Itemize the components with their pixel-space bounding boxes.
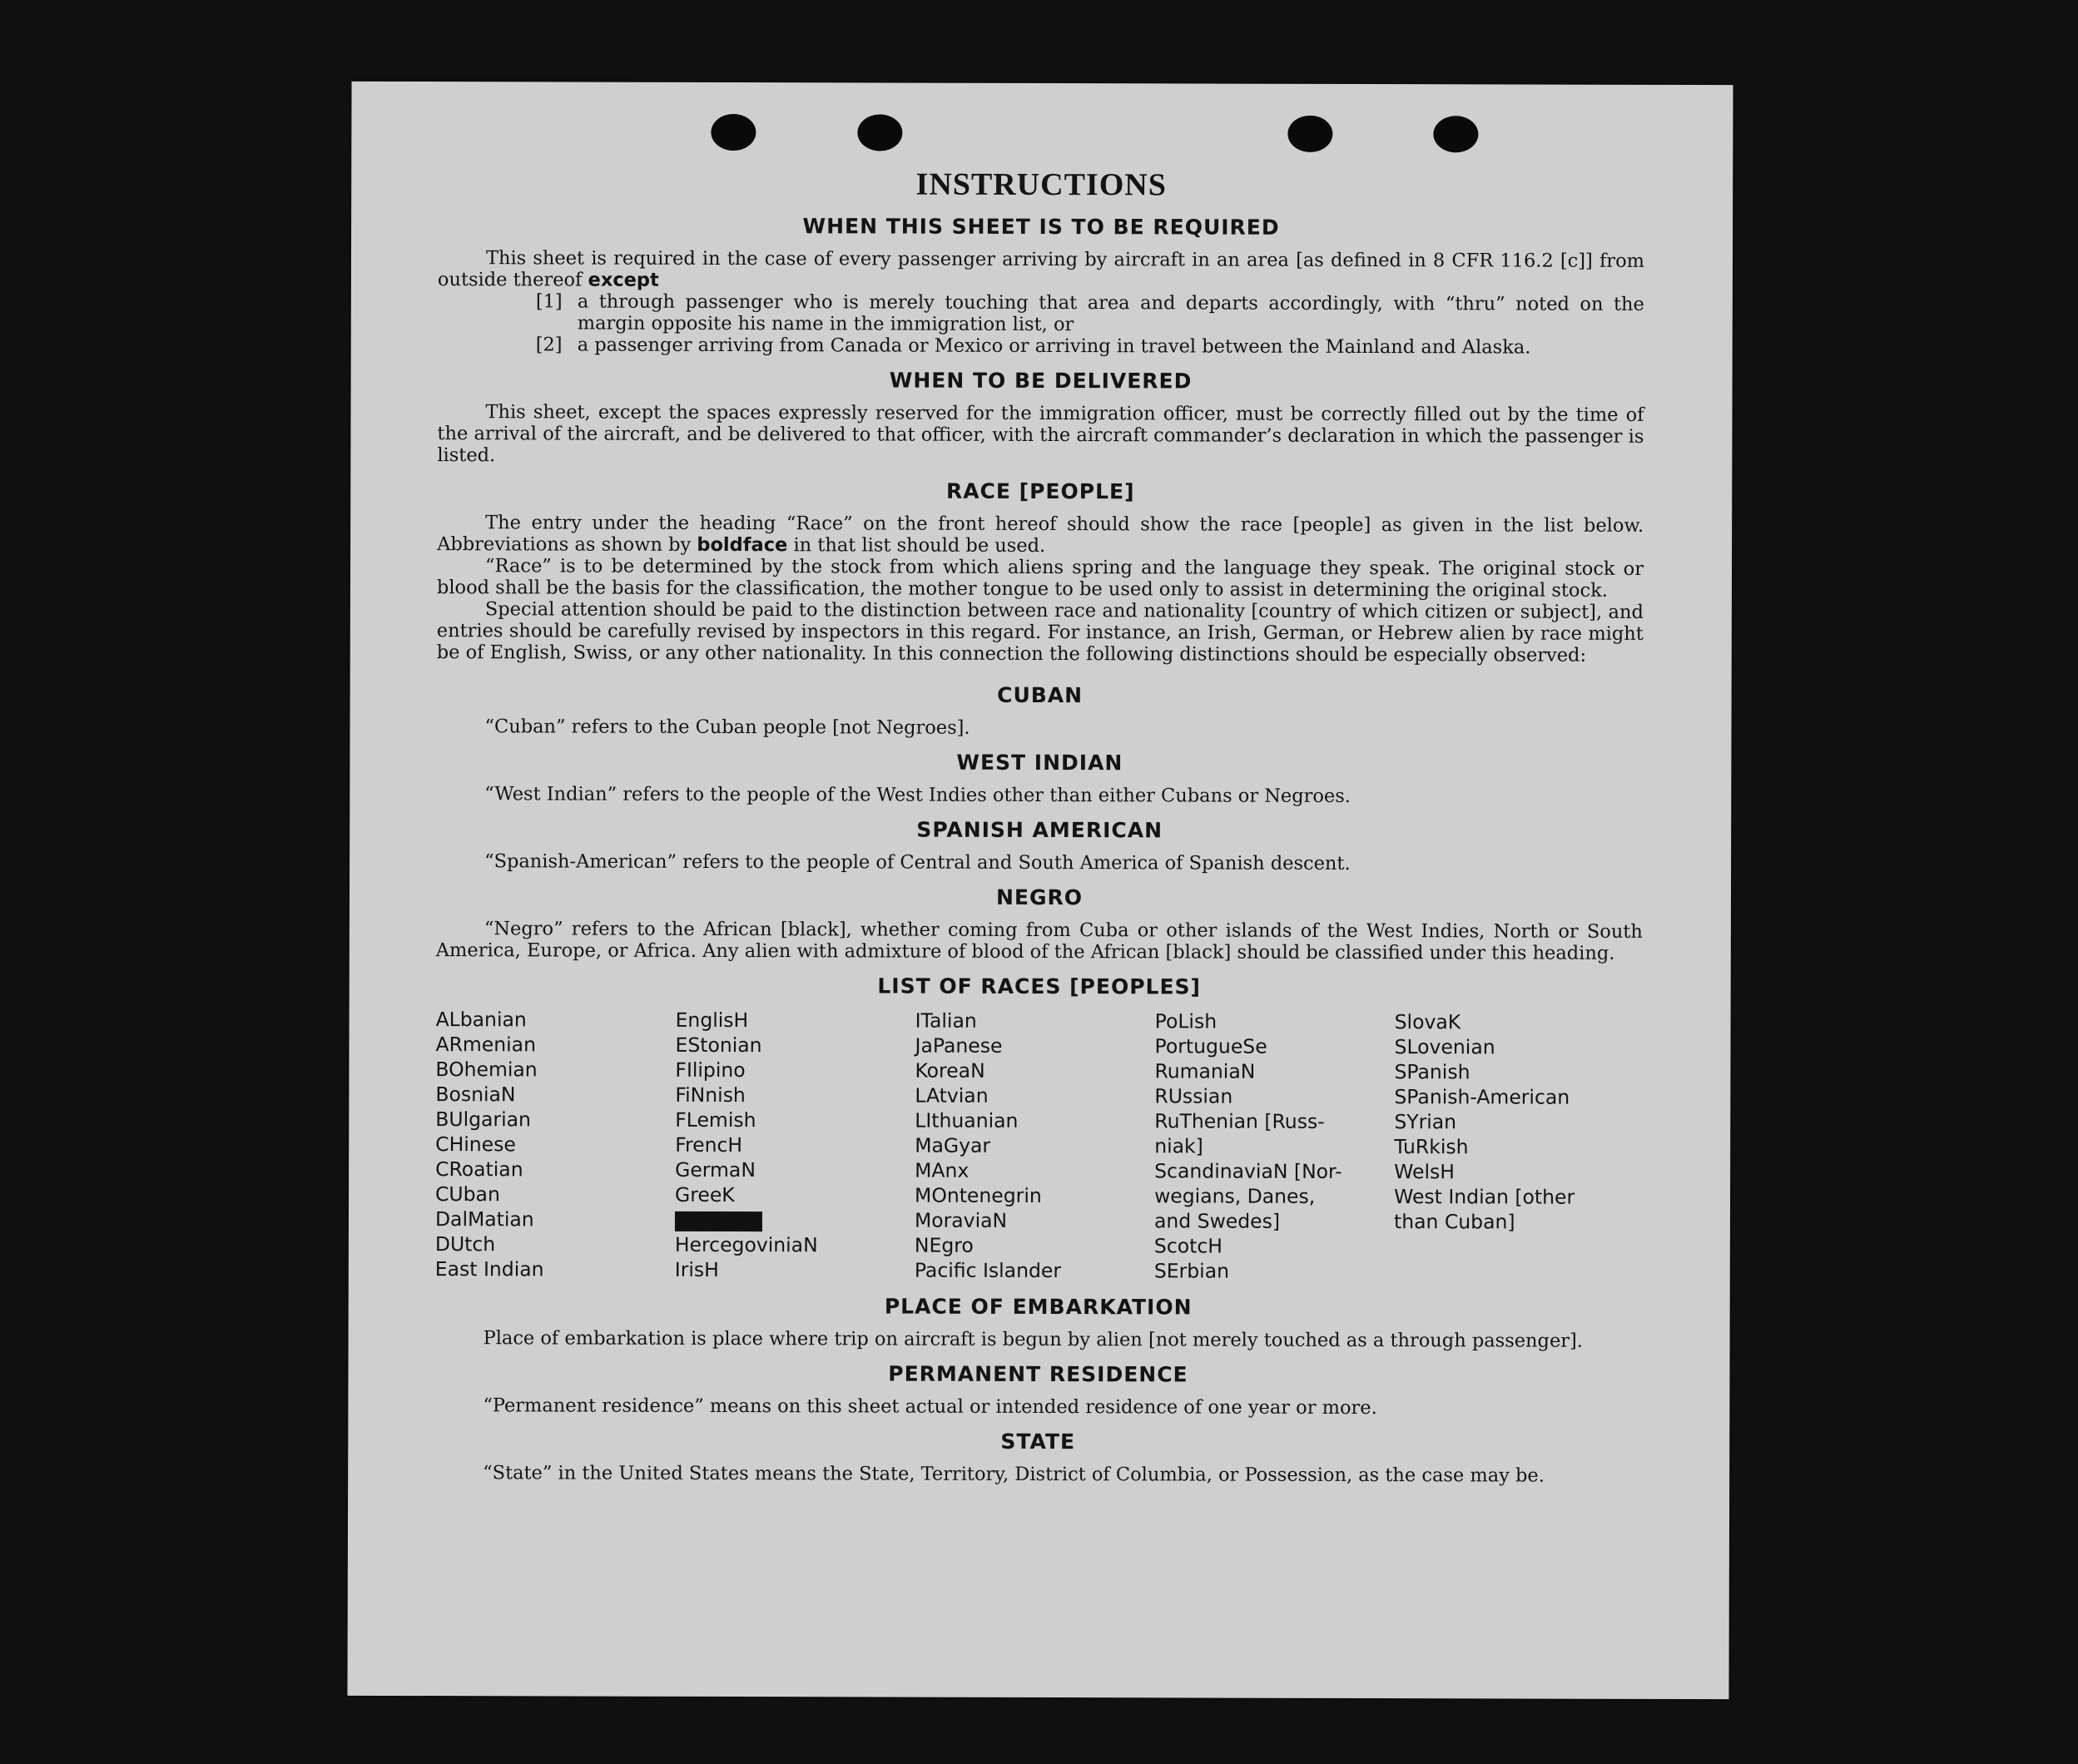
race-entry: RumaniaN: [1154, 1059, 1256, 1083]
race-entry: ALbanian: [435, 1008, 527, 1032]
race-paragraph-3: Special attention should be paid to the distinction between race and nationality [country of which citizen or subject], and entries should be carefully revised by inspectors in this regard. For instance, an Irish, German, or Hebrew alien by race might be of English, Swiss, or any other nationality. In this connection the following distinctions should be especially observed:: [436, 598, 1644, 666]
heading-cuban: CUBAN: [997, 682, 1084, 708]
race-entry: WelsH: [1394, 1160, 1455, 1184]
races-list: [435, 1007, 1643, 1285]
race-entry: BUlgarian: [435, 1107, 531, 1132]
race-entry: PortugueSe: [1154, 1034, 1267, 1058]
race-entry: SErbian: [1153, 1259, 1230, 1283]
race-entry: MoraviaN: [914, 1208, 1008, 1232]
race-entry: East Indian: [434, 1257, 544, 1281]
embarkation-text: Place of embarkation is place where trip on aircraft is begun by alien [not merely touched as a through passenger].: [483, 1327, 1584, 1352]
races-column: [675, 1008, 915, 1283]
race-entry: GermaN: [675, 1157, 756, 1182]
race-entry: GreeK: [675, 1182, 735, 1207]
negro-text: “Negro” refers to the African [black], whether coming from Cuba or other islands of the West Indies, North or South America, Europe, or Africa. Any alien with admixture of blood of the African [black] should be classified under this heading.: [435, 918, 1643, 964]
race-entry: IrisH: [674, 1257, 719, 1281]
race-entry: MAnx: [915, 1158, 970, 1182]
heading-west-indian: WEST INDIAN: [956, 750, 1123, 775]
race-entry: RUssian: [1154, 1084, 1233, 1108]
heading-state: STATE: [1000, 1429, 1076, 1454]
heading-race: RACE [PEOPLE]: [945, 478, 1135, 504]
heading-required: WHEN THIS SHEET IS TO BE REQUIRED: [802, 214, 1280, 240]
race-entry: SPanish: [1394, 1060, 1470, 1084]
race-entry: FrencH: [675, 1132, 743, 1157]
race-paragraph-2: “Race” is to be determined by the stock from which aliens spring and the language they speak. The original stock or blood shall be the basis for the classification, the mother tongue to be used only to assist in determining the original stock.: [436, 555, 1644, 602]
race-entry: BOhemian: [435, 1058, 538, 1082]
race-entry: EStonian: [675, 1033, 762, 1058]
heading-embarkation: PLACE OF EMBARKATION: [884, 1294, 1193, 1320]
race-entry: FIlipino: [675, 1058, 746, 1083]
races-column: [915, 1008, 1155, 1284]
race-entry: FLemish: [675, 1107, 756, 1132]
race-entry: EnglisH: [675, 1008, 749, 1033]
race-entry: SYrian: [1394, 1110, 1457, 1134]
race-entry: ScotcH: [1153, 1234, 1222, 1258]
race-entry: HercegoviniaN: [674, 1232, 818, 1257]
west-indian-text: “West Indian” refers to the people of the West Indies other than either Cubans or Negroes.: [484, 783, 1351, 807]
race-paragraph-1: The entry under the heading “Race” on the front hereof should show the race [people] as given in the list below. Abbreviations as shown by boldface in that list should be used.: [437, 512, 1644, 557]
race-entry: KoreaN: [915, 1058, 985, 1083]
race-entry: MaGyar: [915, 1133, 991, 1157]
instructions-content: [434, 165, 1644, 1487]
races-column: [1394, 1009, 1643, 1285]
race-entry: TuRkish: [1394, 1135, 1469, 1159]
redacted-entry: [675, 1207, 915, 1233]
race-entry: RuThenian [Russ- niak]: [1154, 1109, 1325, 1158]
race-entry: FiNnish: [675, 1083, 746, 1107]
punch-hole: [711, 114, 756, 151]
race-entry: DUtch: [434, 1232, 496, 1256]
punch-hole: [1287, 116, 1332, 152]
state-text: “State” in the United States means the State, Territory, District of Columbia, or Possession, as the case may be.: [483, 1462, 1545, 1487]
race-entry: LAtvian: [915, 1083, 989, 1107]
punch-hole: [1433, 116, 1478, 152]
race-entry: DalMatian: [434, 1207, 534, 1231]
heading-list-of-races: LIST OF RACES [PEOPLES]: [877, 974, 1202, 999]
race-entry: CRoatian: [435, 1157, 523, 1182]
redaction-mark: [675, 1211, 762, 1231]
races-column: [1154, 1008, 1395, 1284]
required-intro: This sheet is required in the case of every passenger arriving by aircraft in an area [as defined in 8 CFR 116.2 [c]] from outside thereof except: [437, 247, 1645, 291]
race-entry: ARmenian: [435, 1033, 537, 1057]
heading-spanish-american: SPANISH AMERICAN: [916, 817, 1163, 843]
race-entry: LIthuanian: [915, 1108, 1019, 1132]
page-title: INSTRUCTIONS: [915, 166, 1167, 203]
list-item: [2] a passenger arriving from Canada or Mexico or arriving in travel between the Mainland and Alaska.: [535, 334, 1531, 359]
heading-residence: PERMANENT RESIDENCE: [888, 1361, 1188, 1387]
race-entry: Pacific Islander: [914, 1258, 1062, 1283]
document-sheet: [347, 82, 1733, 1699]
residence-text: “Permanent residence” means on this sheet actual or intended residence of one year or more.: [483, 1395, 1377, 1420]
list-item: [1] a through passenger who is merely touching that area and departs accordingly, with “thru” noted on the margin opposite his name in the immigration list, or: [535, 290, 1644, 336]
cuban-text: “Cuban” refers to the Cuban people [not Negroes].: [484, 716, 970, 739]
race-entry: CHinese: [435, 1132, 516, 1157]
race-entry: MOntenegrin: [915, 1183, 1042, 1208]
punch-hole: [857, 114, 902, 151]
spanish-american-text: “Spanish-American” refers to the people of Central and South America of Spanish descent.: [484, 850, 1351, 875]
race-entry: JaPanese: [915, 1033, 1003, 1058]
race-entry: SLovenian: [1394, 1035, 1495, 1059]
race-entry: ScandinaviaN [Nor- wegians, Danes, and Swedes]: [1153, 1159, 1342, 1233]
heading-negro: NEGRO: [995, 884, 1084, 910]
races-column: [435, 1007, 676, 1282]
race-entry: PoLish: [1154, 1009, 1218, 1033]
race-entry: SlovaK: [1394, 1010, 1461, 1034]
heading-delivered: WHEN TO BE DELIVERED: [889, 368, 1193, 394]
race-entry: West Indian [other than Cuban]: [1393, 1185, 1575, 1234]
race-entry: CUban: [435, 1182, 500, 1207]
race-entry: NEgro: [914, 1233, 974, 1257]
delivered-text: This sheet, except the spaces expressly reserved for the immigration officer, must be correctly filled out by the time of the arrival of the aircraft, and be delivered to that officer, with the aircraft commander’s declaration in which the passenger is listed.: [437, 401, 1644, 467]
race-entry: SPanish-American: [1394, 1085, 1570, 1109]
race-entry: BosniaN: [435, 1083, 516, 1107]
except-word: except: [588, 269, 659, 291]
race-entry: ITalian: [915, 1008, 977, 1033]
